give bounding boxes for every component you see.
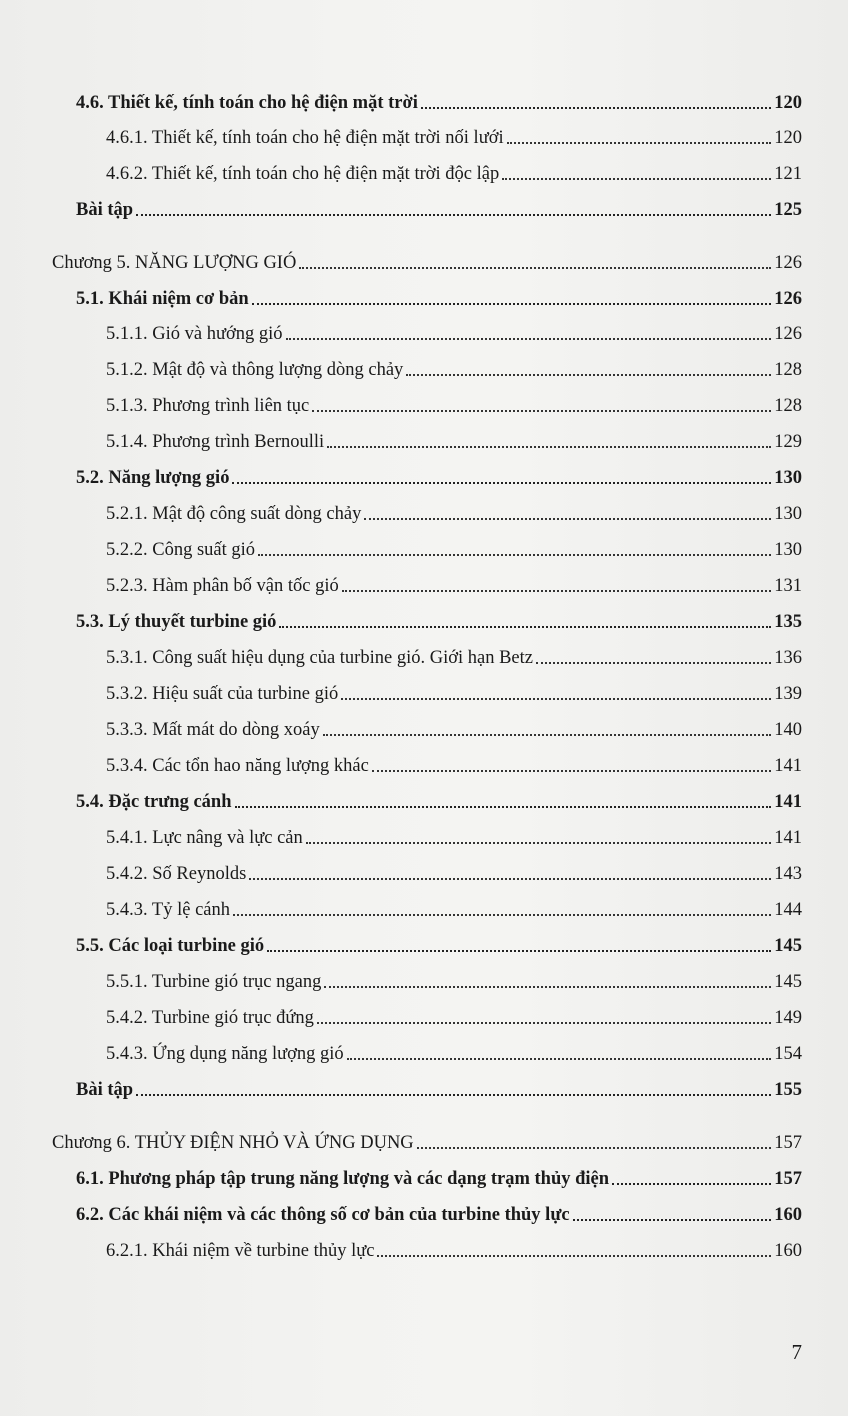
dot-leader: [406, 374, 771, 376]
toc-entry-page: 157: [774, 1169, 802, 1189]
toc-subsection-entry: [106, 387, 802, 417]
toc-subsection-entry: [106, 963, 802, 993]
dot-leader: [312, 410, 771, 412]
toc-entry-page: 128: [774, 360, 802, 380]
dot-leader: [235, 806, 772, 808]
dot-leader: [136, 214, 771, 216]
toc-section-entry: [76, 191, 802, 221]
toc-entry-title: 5.3.3. Mất mát do dòng xoáy: [106, 720, 320, 740]
toc-entry-page: 130: [774, 540, 802, 560]
toc-entry-page: 130: [774, 504, 802, 524]
toc-subsection-entry: [106, 351, 802, 381]
toc-entry-page: 139: [774, 684, 802, 704]
toc-subsection-entry: [106, 531, 802, 561]
toc-entry-title: Bài tập: [76, 1080, 134, 1100]
toc-subsection-entry: [106, 747, 802, 777]
toc-entry-title: 5.4.2. Số Reynolds: [106, 864, 247, 884]
toc-entry-page: 144: [774, 900, 802, 920]
toc-subsection-entry: [106, 315, 802, 345]
toc-entry-page: 125: [774, 200, 802, 220]
toc-subsection-entry: [106, 1035, 802, 1065]
toc-entry-title: 5.3.4. Các tổn hao năng lượng khác: [106, 756, 369, 776]
toc-entry-title: 5.2.3. Hàm phân bố vận tốc gió: [106, 576, 339, 596]
toc-entry-page: 121: [774, 164, 802, 184]
toc-entry-title: 4.6.2. Thiết kế, tính toán cho hệ điện mặt trời độc lập: [106, 164, 500, 184]
toc-subsection-entry: [106, 495, 802, 525]
toc-entry-page: 149: [774, 1008, 802, 1028]
toc-entry-title: 5.1. Khái niệm cơ bản: [76, 289, 249, 309]
toc-entry-page: 160: [774, 1205, 802, 1225]
toc-subsection-entry: [106, 639, 802, 669]
dot-leader: [347, 1058, 772, 1060]
toc-chapter-entry: [52, 1124, 802, 1154]
dot-leader: [324, 986, 771, 988]
toc-section-entry: [76, 1071, 802, 1101]
dot-leader: [306, 842, 771, 844]
dot-leader: [232, 482, 771, 484]
toc-entry-title: 5.2.2. Công suất gió: [106, 540, 256, 560]
toc-subsection-entry: [106, 819, 802, 849]
toc-subsection-entry: [106, 855, 802, 885]
toc-entry-page: 145: [774, 936, 802, 956]
toc-entry-page: 126: [774, 324, 802, 344]
toc-entry-page: 120: [774, 93, 802, 113]
dot-leader: [364, 518, 771, 520]
toc-section-entry: [76, 603, 802, 633]
dot-leader: [267, 950, 771, 952]
toc-subsection-entry: [106, 999, 802, 1029]
toc-subsection-entry: [106, 423, 802, 453]
toc-section-entry: [76, 783, 802, 813]
toc-entry-title: 5.5. Các loại turbine gió: [76, 936, 265, 956]
toc-section-entry: [76, 1160, 802, 1190]
dot-leader: [573, 1219, 772, 1221]
toc-entry-page: 141: [774, 756, 802, 776]
toc-subsection-entry: [106, 567, 802, 597]
toc-entry-page: 141: [774, 792, 802, 812]
toc-section-entry: [76, 1196, 802, 1226]
toc-subsection-entry: [106, 119, 802, 149]
dot-leader: [252, 303, 772, 305]
toc-subsection-entry: [106, 1232, 802, 1262]
toc-entry-title: 5.1.3. Phương trình liên tục: [106, 396, 310, 416]
toc-entry-page: 157: [774, 1133, 802, 1153]
dot-leader: [279, 626, 771, 628]
dot-leader: [421, 107, 771, 109]
toc-section-entry: [76, 459, 802, 489]
toc-section-entry: [76, 84, 802, 114]
toc-entry-page: 126: [774, 253, 802, 273]
toc-subsection-entry: [106, 891, 802, 921]
toc-entry-title: 6.2. Các khái niệm và các thông số cơ bản của turbine thủy lực: [76, 1205, 570, 1225]
dot-leader: [341, 698, 771, 700]
dot-leader: [327, 446, 771, 448]
dot-leader: [507, 142, 772, 144]
toc-entry-title: 5.3. Lý thuyết turbine gió: [76, 612, 277, 632]
toc-entry-title: Chương 5. NĂNG LƯỢNG GIÓ: [52, 253, 297, 273]
toc-entry-title: 5.4. Đặc trưng cánh: [76, 792, 232, 812]
toc-entry-title: 5.4.3. Ứng dụng năng lượng gió: [106, 1044, 344, 1064]
toc-entry-title: 5.1.2. Mật độ và thông lượng dòng chảy: [106, 360, 404, 380]
toc-entry-title: 5.2.1. Mật độ công suất dòng chảy: [106, 504, 362, 524]
dot-leader: [317, 1022, 771, 1024]
toc-entry-page: 154: [774, 1044, 802, 1064]
toc-entry-page: 141: [774, 828, 802, 848]
toc-entry-title: 4.6. Thiết kế, tính toán cho hệ điện mặt trời: [76, 93, 418, 113]
toc-entry-page: 129: [774, 432, 802, 452]
toc-section-entry: [76, 927, 802, 957]
toc-entry-page: 140: [774, 720, 802, 740]
dot-leader: [342, 590, 772, 592]
toc-entry-title: 5.4.3. Tỷ lệ cánh: [106, 900, 230, 920]
dot-leader: [417, 1147, 772, 1149]
dot-leader: [536, 662, 771, 664]
toc-section-entry: [76, 280, 802, 310]
dot-leader: [372, 770, 771, 772]
dot-leader: [612, 1183, 771, 1185]
dot-leader: [233, 914, 771, 916]
toc-entry-title: 5.3.2. Hiệu suất của turbine gió: [106, 684, 339, 704]
page-number: 7: [791, 1340, 802, 1364]
toc-entry-title: Chương 6. THỦY ĐIỆN NHỎ VÀ ỨNG DỤNG: [52, 1133, 414, 1153]
toc-entry-page: 143: [774, 864, 802, 884]
toc-entry-title: 5.5.1. Turbine gió trục ngang: [106, 972, 322, 992]
toc-entry-page: 126: [774, 289, 802, 309]
toc-entry-page: 160: [774, 1241, 802, 1261]
toc-subsection-entry: [106, 155, 802, 185]
toc-entry-title: Bài tập: [76, 200, 134, 220]
toc-entry-title: 6.2.1. Khái niệm về turbine thủy lực: [106, 1241, 375, 1261]
dot-leader: [299, 267, 771, 269]
toc-entry-page: 130: [774, 468, 802, 488]
toc-entry-title: 5.4.1. Lực nâng và lực cản: [106, 828, 303, 848]
toc-entry-page: 135: [774, 612, 802, 632]
dot-leader: [502, 178, 771, 180]
dot-leader: [136, 1094, 771, 1096]
toc-entry-title: 4.6.1. Thiết kế, tính toán cho hệ điện mặt trời nối lưới: [106, 128, 504, 148]
toc-entry-title: 5.1.1. Gió và hướng gió: [106, 324, 283, 344]
toc-entry-page: 145: [774, 972, 802, 992]
toc-entry-title: 5.4.2. Turbine gió trục đứng: [106, 1008, 314, 1028]
toc-entry-page: 120: [774, 128, 802, 148]
toc-entry-page: 136: [774, 648, 802, 668]
toc-subsection-entry: [106, 711, 802, 741]
toc-entry-page: 131: [774, 576, 802, 596]
toc-entry-title: 5.3.1. Công suất hiệu dụng của turbine gió. Giới hạn Betz: [106, 648, 533, 668]
toc-entry-page: 155: [774, 1080, 802, 1100]
toc-entry-page: 128: [774, 396, 802, 416]
dot-leader: [323, 734, 771, 736]
toc-chapter-entry: [52, 244, 802, 274]
dot-leader: [249, 878, 771, 880]
toc-subsection-entry: [106, 675, 802, 705]
toc-entry-title: 5.2. Năng lượng gió: [76, 468, 230, 488]
dot-leader: [377, 1255, 771, 1257]
dot-leader: [286, 338, 772, 340]
dot-leader: [258, 554, 771, 556]
toc-entry-title: 6.1. Phương pháp tập trung năng lượng và các dạng trạm thủy điện: [76, 1169, 610, 1189]
toc-entry-title: 5.1.4. Phương trình Bernoulli: [106, 432, 325, 452]
